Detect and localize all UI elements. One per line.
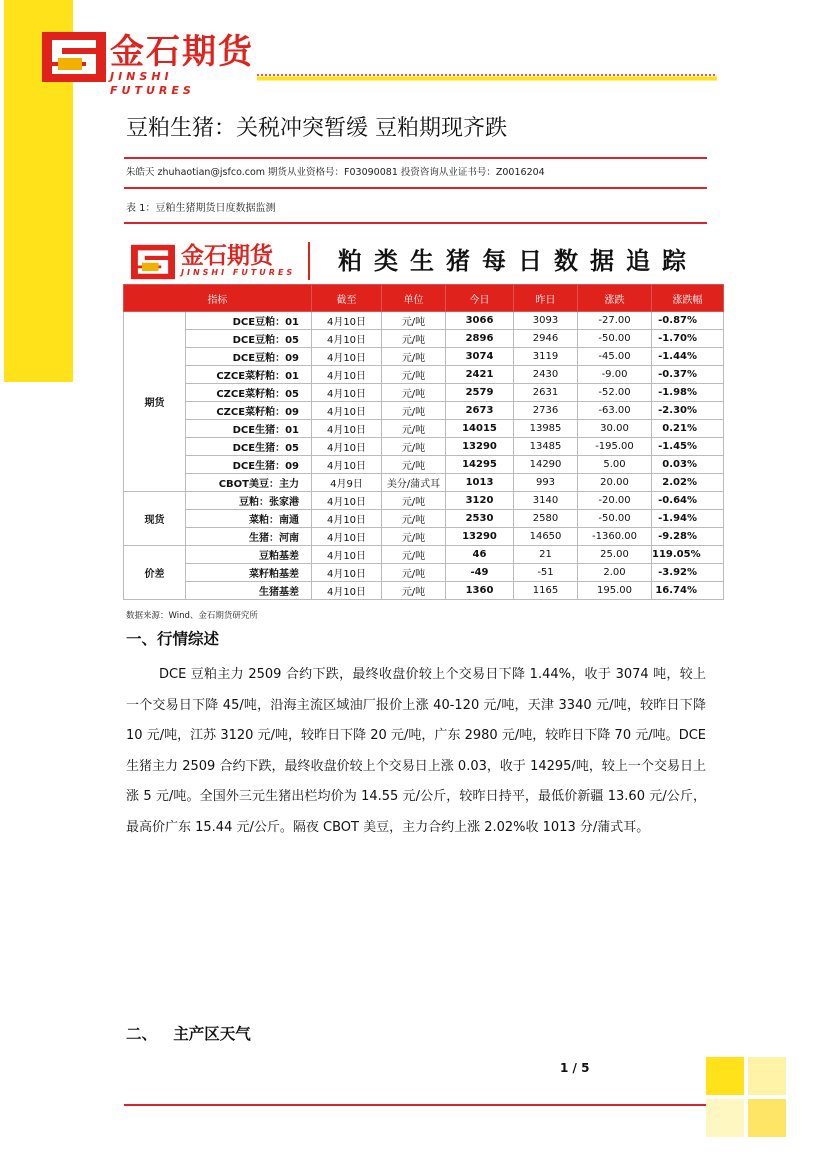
change-cell: -1360.00 xyxy=(578,528,652,546)
table-row xyxy=(124,312,724,330)
indicator-cell: 生猪基差 xyxy=(186,582,312,600)
yesterday-cell: 2430 xyxy=(514,366,578,384)
change-pct-cell: 2.02% xyxy=(652,474,724,492)
yesterday-cell: 1165 xyxy=(514,582,578,600)
page-number: 1 / 5 xyxy=(560,1061,590,1075)
data-source: 数据来源：Wind、金石期货研究所 xyxy=(126,611,258,621)
table-logo-mark-icon xyxy=(131,244,175,280)
table-row xyxy=(124,546,724,564)
footer-divider xyxy=(124,1104,707,1106)
logo-text-en: JINSHI FUTURES xyxy=(110,70,195,97)
corner-square xyxy=(706,1057,744,1095)
author-line: 朱皓天 zhuhaotian@jsfco.com 期货从业资格号：F03090081 投资咨询从业证书号：Z0016204 xyxy=(126,167,545,178)
table-row xyxy=(124,384,724,402)
yesterday-cell: 21 xyxy=(514,546,578,564)
table-row xyxy=(124,366,724,384)
corner-square xyxy=(748,1099,786,1137)
change-pct-cell: 119.05% xyxy=(652,546,724,564)
date-cell: 4月10日 xyxy=(312,582,382,600)
date-cell: 4月10日 xyxy=(312,546,382,564)
company-logo xyxy=(42,32,257,97)
indicator-cell: 生猪：河南 xyxy=(186,528,312,546)
date-cell: 4月10日 xyxy=(312,492,382,510)
change-pct-cell: -9.28% xyxy=(652,528,724,546)
col-header: 涨跌幅 xyxy=(652,285,724,312)
today-cell: 1013 xyxy=(446,474,514,492)
change-pct-cell: -3.92% xyxy=(652,564,724,582)
table-logo-en: JINSHI FUTURES xyxy=(181,268,296,277)
unit-cell: 元/吨 xyxy=(382,312,446,330)
change-cell: -45.00 xyxy=(578,348,652,366)
corner-square xyxy=(706,1099,744,1137)
unit-cell: 元/吨 xyxy=(382,492,446,510)
date-cell: 4月10日 xyxy=(312,402,382,420)
date-cell: 4月9日 xyxy=(312,474,382,492)
change-pct-cell: -1.70% xyxy=(652,330,724,348)
category-cell: 现货 xyxy=(124,492,186,546)
today-cell: -49 xyxy=(446,564,514,582)
indicator-cell: CZCE菜籽粕：09 xyxy=(186,402,312,420)
today-cell: 2579 xyxy=(446,384,514,402)
yesterday-cell: 2946 xyxy=(514,330,578,348)
yesterday-cell: 993 xyxy=(514,474,578,492)
unit-cell: 元/吨 xyxy=(382,420,446,438)
date-cell: 4月10日 xyxy=(312,384,382,402)
change-pct-cell: 0.21% xyxy=(652,420,724,438)
title-divider xyxy=(124,157,707,159)
indicator-cell: CBOT美豆：主力 xyxy=(186,474,312,492)
change-pct-cell: 16.74% xyxy=(652,582,724,600)
unit-cell: 元/吨 xyxy=(382,582,446,600)
today-cell: 3074 xyxy=(446,348,514,366)
col-header: 指标 xyxy=(124,285,312,312)
date-cell: 4月10日 xyxy=(312,348,382,366)
indicator-cell: CZCE菜籽粕：01 xyxy=(186,366,312,384)
unit-cell: 元/吨 xyxy=(382,564,446,582)
unit-cell: 元/吨 xyxy=(382,366,446,384)
logo-mark-icon xyxy=(42,32,106,82)
table-row xyxy=(124,402,724,420)
table-row xyxy=(124,492,724,510)
date-cell: 4月10日 xyxy=(312,438,382,456)
table-banner xyxy=(123,238,723,284)
change-cell: 25.00 xyxy=(578,546,652,564)
corner-square xyxy=(748,1057,786,1095)
section-heading-2: 二、 主产区天气 xyxy=(126,1025,251,1043)
indicator-cell: DCE豆粕：05 xyxy=(186,330,312,348)
unit-cell: 元/吨 xyxy=(382,528,446,546)
date-cell: 4月10日 xyxy=(312,420,382,438)
logo-text-cn: 金石期货 xyxy=(110,32,254,72)
indicator-cell: DCE豆粕：09 xyxy=(186,348,312,366)
col-header: 截至 xyxy=(312,285,382,312)
indicator-cell: DCE豆粕：01 xyxy=(186,312,312,330)
change-pct-cell: -0.64% xyxy=(652,492,724,510)
yesterday-cell: 3093 xyxy=(514,312,578,330)
today-cell: 2421 xyxy=(446,366,514,384)
table-row xyxy=(124,348,724,366)
unit-cell: 元/吨 xyxy=(382,330,446,348)
change-cell: -195.00 xyxy=(578,438,652,456)
change-cell: 195.00 xyxy=(578,582,652,600)
table-header-row xyxy=(124,285,724,312)
yesterday-cell: 14290 xyxy=(514,456,578,474)
today-cell: 13290 xyxy=(446,528,514,546)
category-cell: 期货 xyxy=(124,312,186,492)
today-cell: 14015 xyxy=(446,420,514,438)
yesterday-cell: 2631 xyxy=(514,384,578,402)
today-cell: 1360 xyxy=(446,582,514,600)
unit-cell: 元/吨 xyxy=(382,456,446,474)
change-cell: 30.00 xyxy=(578,420,652,438)
today-cell: 2673 xyxy=(446,402,514,420)
col-header: 涨跌 xyxy=(578,285,652,312)
yesterday-cell: 13485 xyxy=(514,438,578,456)
yesterday-cell: 3119 xyxy=(514,348,578,366)
change-cell: 2.00 xyxy=(578,564,652,582)
date-cell: 4月10日 xyxy=(312,366,382,384)
date-cell: 4月10日 xyxy=(312,312,382,330)
date-cell: 4月10日 xyxy=(312,330,382,348)
unit-cell: 元/吨 xyxy=(382,438,446,456)
report-title: 豆粕生猪：关税冲突暂缓 豆粕期现齐跌 xyxy=(126,116,507,141)
table-row xyxy=(124,582,724,600)
banner-separator xyxy=(308,242,310,280)
change-pct-cell: -1.98% xyxy=(652,384,724,402)
yesterday-cell: 2736 xyxy=(514,402,578,420)
change-cell: -50.00 xyxy=(578,510,652,528)
change-pct-cell: -0.37% xyxy=(652,366,724,384)
change-cell: -52.00 xyxy=(578,384,652,402)
market-summary-paragraph: DCE 豆粕主力 2509 合约下跌，最终收盘价较上个交易日下降 1.44%，收于 3074 吨，较上一个交易日下降 45/吨，沿海主流区域油厂报价上涨 40-120 元/吨，天津 3340 元/吨，较昨日下降 10 元/吨，江苏 3120 元/吨，较昨日下降 20 元/吨，广东 2980 元/吨，较昨日下降 70 元/吨。DCE 生猪主力 2509 合约下跌，最终收盘价较上个交易日上涨 0.03，收于 14295/吨，较上一个交易日上涨 5 元/吨。全国外三元生猪出栏均价为 14.55 元/公斤，较昨日持平，最低价新疆 13.60 元/公斤，最高价广东 15.44 元/公斤。隔夜 CBOT 美豆，主力合约上涨 2.02%收 1013 分/蒲式耳。 xyxy=(126,667,706,835)
change-pct-cell: -1.94% xyxy=(652,510,724,528)
unit-cell: 元/吨 xyxy=(382,510,446,528)
today-cell: 13290 xyxy=(446,438,514,456)
today-cell: 46 xyxy=(446,546,514,564)
indicator-cell: DCE生猪：01 xyxy=(186,420,312,438)
change-cell: 20.00 xyxy=(578,474,652,492)
table-row xyxy=(124,420,724,438)
today-cell: 3120 xyxy=(446,492,514,510)
date-cell: 4月10日 xyxy=(312,510,382,528)
unit-cell: 元/吨 xyxy=(382,384,446,402)
table-row xyxy=(124,474,724,492)
change-pct-cell: 0.03% xyxy=(652,456,724,474)
change-cell: -50.00 xyxy=(578,330,652,348)
table-row xyxy=(124,528,724,546)
today-cell: 2896 xyxy=(446,330,514,348)
table-row xyxy=(124,456,724,474)
unit-cell: 美分/蒲式耳 xyxy=(382,474,446,492)
col-header: 单位 xyxy=(382,285,446,312)
yesterday-cell: 2580 xyxy=(514,510,578,528)
table-row xyxy=(124,564,724,582)
date-cell: 4月10日 xyxy=(312,564,382,582)
table-logo-cn: 金石期货 xyxy=(181,243,273,269)
change-pct-cell: -1.45% xyxy=(652,438,724,456)
change-cell: -63.00 xyxy=(578,402,652,420)
change-pct-cell: -0.87% xyxy=(652,312,724,330)
yesterday-cell: -51 xyxy=(514,564,578,582)
table-title: 粕类生猪每日数据追踪 xyxy=(338,247,698,275)
unit-cell: 元/吨 xyxy=(382,402,446,420)
yesterday-cell: 14650 xyxy=(514,528,578,546)
indicator-cell: DCE生猪：09 xyxy=(186,456,312,474)
table-row xyxy=(124,510,724,528)
indicator-cell: 菜籽粕基差 xyxy=(186,564,312,582)
change-pct-cell: -2.30% xyxy=(652,402,724,420)
caption-divider xyxy=(124,222,707,224)
category-cell: 价差 xyxy=(124,546,186,600)
header-dotted-line xyxy=(257,73,717,81)
table-row xyxy=(124,330,724,348)
yesterday-cell: 13985 xyxy=(514,420,578,438)
change-cell: 5.00 xyxy=(578,456,652,474)
today-cell: 14295 xyxy=(446,456,514,474)
change-cell: -27.00 xyxy=(578,312,652,330)
indicator-cell: DCE生猪：05 xyxy=(186,438,312,456)
data-table xyxy=(123,238,723,596)
indicator-cell: 豆粕：张家港 xyxy=(186,492,312,510)
change-cell: -9.00 xyxy=(578,366,652,384)
table-caption: 表 1：豆粕生猪期货日度数据监测 xyxy=(126,203,276,214)
change-pct-cell: -1.44% xyxy=(652,348,724,366)
today-cell: 2530 xyxy=(446,510,514,528)
section-heading-1: 一、行情综述 xyxy=(126,630,220,648)
col-header: 今日 xyxy=(446,285,514,312)
table-row xyxy=(124,438,724,456)
indicator-table xyxy=(123,284,724,600)
indicator-cell: 豆粕基差 xyxy=(186,546,312,564)
unit-cell: 元/吨 xyxy=(382,348,446,366)
date-cell: 4月10日 xyxy=(312,456,382,474)
yesterday-cell: 3140 xyxy=(514,492,578,510)
indicator-cell: CZCE菜籽粕：05 xyxy=(186,384,312,402)
col-header: 昨日 xyxy=(514,285,578,312)
unit-cell: 元/吨 xyxy=(382,546,446,564)
author-divider xyxy=(124,187,707,189)
indicator-cell: 菜粕：南通 xyxy=(186,510,312,528)
change-cell: -20.00 xyxy=(578,492,652,510)
today-cell: 3066 xyxy=(446,312,514,330)
date-cell: 4月10日 xyxy=(312,528,382,546)
